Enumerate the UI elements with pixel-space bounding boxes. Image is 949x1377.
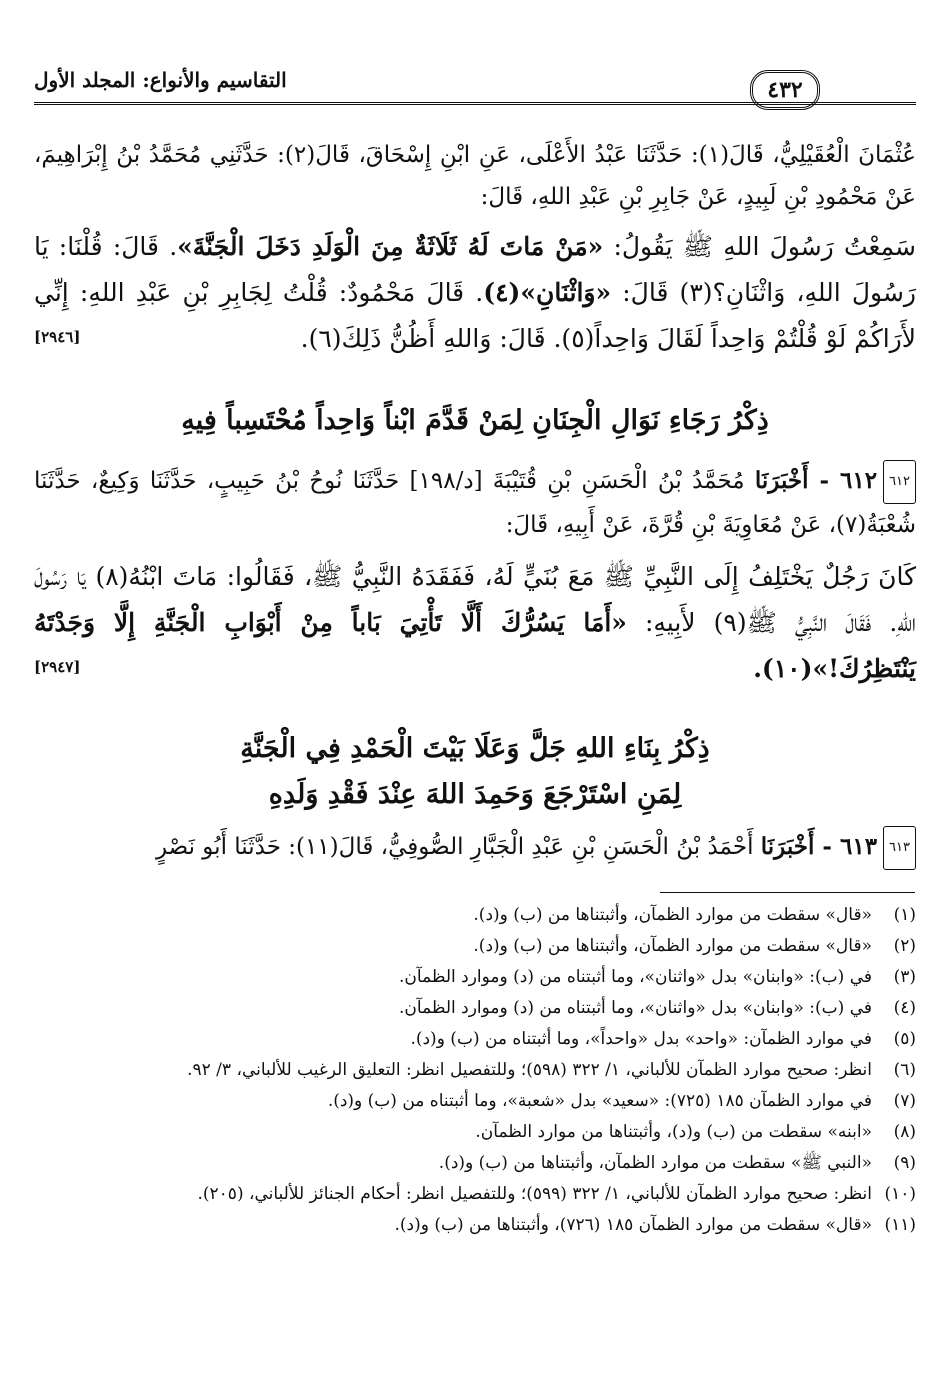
footnote-separator [660, 892, 915, 893]
footnote-number: (٤) [893, 998, 916, 1018]
chapter-heading-2 [34, 726, 916, 818]
akhbarana-label: أَخْبَرَنَا [760, 833, 815, 860]
hadith-611-tail: . قَالَ مَحْمُودٌ: قُلْتُ لِجَابِرِ بْنِ عَبْدِ اللهِ: إِنِّي لأَرَاكُمْ لَوْ قُلْتُمْ وَاحِداً لَقَالَ وَاحِداً(٥). قَالَ: وَاللهِ أَظُنُّ ذَلِكَ(٦). [34, 278, 916, 353]
hadith-612-quote: «أَمَا يَسُرُّكَ أَلَّا تَأْتِيَ بَاباً مِنْ أَبْوَابِ الْجَنَّةِ إِلَّا وَجَدْتَهُ يَنْتَظِرُكَ!»(١٠). [34, 608, 916, 683]
akhbarana-label: أَخْبَرَنَا [754, 467, 809, 494]
footnote-number: (١٠) [884, 1184, 916, 1204]
running-title: التقاسيم والأنواع: المجلد الأول [34, 68, 287, 92]
footnote-text: في موارد الظمآن: «واحد» بدل «واحداً»، وما أثبتناه من (ب) و(د). [410, 1029, 872, 1049]
hadith-612-number: ٦١٢ - [808, 467, 878, 494]
footnote-text: انظر: صحيح موارد الظمآن للألباني، ١/ ٣٢٢ (٥٩٨)؛ وللتفصيل انظر: التعليق الرغيب للألباني، ٣/ ٩٢. [187, 1060, 872, 1080]
footnote [34, 993, 916, 1024]
reference-number: [٢٩٤٧] [34, 658, 81, 676]
hadith-613 [34, 826, 916, 870]
footnote-text: «ابنه» سقطت من (ب) و(د)، وأثبتناها من موارد الظمآن. [475, 1122, 872, 1142]
footnote [34, 1179, 916, 1210]
hadith-613-isnad [34, 826, 916, 870]
footnote [34, 1117, 916, 1148]
footnote [34, 1148, 916, 1179]
footnote-text: «النبي ﷺ» سقطت من موارد الظمآن، وأثبتناها من (ب) و(د). [438, 1153, 872, 1173]
hadith-number-badge: ٦١٣ [883, 826, 916, 870]
footnote-number: (٧) [893, 1091, 916, 1111]
hadith-613-isnad-text: أَحْمَدُ بْنُ الْحَسَنِ بْنِ عَبْدِ الْجَبَّارِ الصُّوفِيُّ، قَالَ(١١): حَدَّثَنَا أَبُو نَصْرٍ [155, 834, 761, 860]
intro-text: عُثْمَانَ الْعُقَيْلِيُّ، قَالَ(١): حَدَّثَنَا عَبْدُ الأَعْلَى، عَنِ ابْنِ إِسْحَاقَ، قَالَ(٢): حَدَّثَنِي مُحَمَّدُ بْنُ إِبْرَاهِيمَ، عَنْ مَحْمُودِ بْنِ لَبِيدٍ، عَنْ جَابِرِ بْنِ عَبْدِ اللهِ، قَالَ: [34, 142, 917, 210]
footnote-number: (١) [893, 905, 916, 925]
hadith-612-isnad-text: مُحَمَّدُ بْنُ الْحَسَنِ بْنِ قُتَيْبَةَ [د/١٩٨] حَدَّثَنَا نُوحُ بْنُ حَبِيبٍ، حَدَّثَنَا وَكِيعٌ، حَدَّثَنَا شُعْبَةُ(٧)، عَنْ مُعَاوِيَةَ بْنِ قُرَّةَ، عَنْ أَبِيهِ، قَالَ: [34, 468, 916, 538]
footnote [34, 931, 916, 962]
hadith-number-badge: ٦١٢ [883, 460, 916, 504]
hadith-611-lead: سَمِعْتُ رَسُولَ اللهِ ﷺ يَقُولُ: [603, 232, 916, 261]
footnote [34, 1210, 916, 1241]
footnote-number: (٦) [893, 1060, 916, 1080]
footnote-number: (٥) [893, 1029, 916, 1049]
footnote [34, 962, 916, 993]
footnote-text: في موارد الظمآن ١٨٥ (٧٢٥): «سعيد» بدل «شعبة»، وما أثبتناه من (ب) و(د). [327, 1091, 872, 1111]
chapter-heading-2-line1: ذِكْرُ بِنَاءِ اللهِ جَلَّ وَعَلَا بَيْتَ الْحَمْدِ فِي الْجَنَّةِ [240, 733, 710, 764]
footnotes [34, 900, 916, 1241]
hadith-611-quote1: «مَنْ مَاتَ لَهُ ثَلَاثَةٌ مِنَ الْوَلَدِ دَخَلَ الْجَنَّةَ» [177, 232, 604, 261]
footnote-text: في (ب): «وابنان» بدل «واثنان»، وما أثبتناه من (د) وموارد الظمآن. [399, 998, 872, 1018]
hadith-612-isnad [34, 460, 916, 546]
reference-number: [٢٩٤٦] [34, 328, 81, 346]
footnote-number: (٣) [893, 967, 916, 987]
hadith-611 [34, 224, 916, 353]
page-number: ٤٣٢ [750, 70, 820, 110]
footnote-number: (٨) [893, 1122, 916, 1142]
footnote-text: انظر: صحيح موارد الظمآن للألباني، ١/ ٣٢٢ (٥٩٩)؛ وللتفصيل انظر: أحكام الجنائز للألباني، (٢٠٥). [197, 1184, 872, 1204]
footnote [34, 1055, 916, 1086]
footnote [34, 1024, 916, 1055]
chapter-heading-2-line2: لِمَنِ اسْتَرْجَعَ وَحَمِدَ اللهَ عِنْدَ فَقْدِ وَلَدِهِ [268, 779, 682, 810]
footnote-text: في (ب): «وابنان» بدل «واثنان»، وما أثبتناه من (د) وموارد الظمآن. [399, 967, 872, 987]
hadith-612-matn-lead: كَانَ رَجُلٌ يَخْتَلِفُ إِلَى النَّبِيِّ ﷺ مَعَ بُنَيٍّ لَهُ، فَفَقَدَهُ النَّبِيُّ ﷺ، فَقَالُوا: مَاتَ ابْنُهُ(٨) يَا رَسُولَ اللهِ. فَقَالَ النَّبِيُّ ﷺ(٩) لأَبِيهِ: [34, 562, 916, 637]
header-rule [34, 102, 916, 105]
isnad-intro [34, 134, 916, 218]
page-header [34, 68, 916, 128]
footnote-text: «قال» سقطت من موارد الظمآن ١٨٥ (٧٢٦)، وأثبتناها من (ب) و(د). [394, 1215, 872, 1235]
footnote-number: (١١) [884, 1215, 916, 1235]
hadith-613-number: ٦١٣ - [814, 833, 878, 860]
footnote-text: «قال» سقطت من موارد الظمآن، وأثبتناها من (ب) و(د). [473, 905, 872, 925]
footnote [34, 900, 916, 931]
footnote-number: (٢) [893, 936, 916, 956]
hadith-611-mid: . قَالَ: قُلْنَا: يَا رَسُولَ اللهِ، وَاثْنَانِ؟(٣) قَالَ: [34, 232, 916, 307]
footnote-text: «قال» سقطت من موارد الظمآن، وأثبتناها من (ب) و(د). [473, 936, 872, 956]
footnote-number: (٩) [893, 1153, 916, 1173]
hadith-612 [34, 460, 916, 683]
footnote [34, 1086, 916, 1117]
hadith-611-quote2: «وَاثْنَانِ»(٤) [483, 278, 612, 307]
chapter-heading-1: ذِكْرُ رَجَاءِ نَوَالِ الْجِنَانِ لِمَنْ قَدَّمَ ابْناً وَاحِداً مُحْتَسِباً فِيهِ [181, 405, 769, 436]
